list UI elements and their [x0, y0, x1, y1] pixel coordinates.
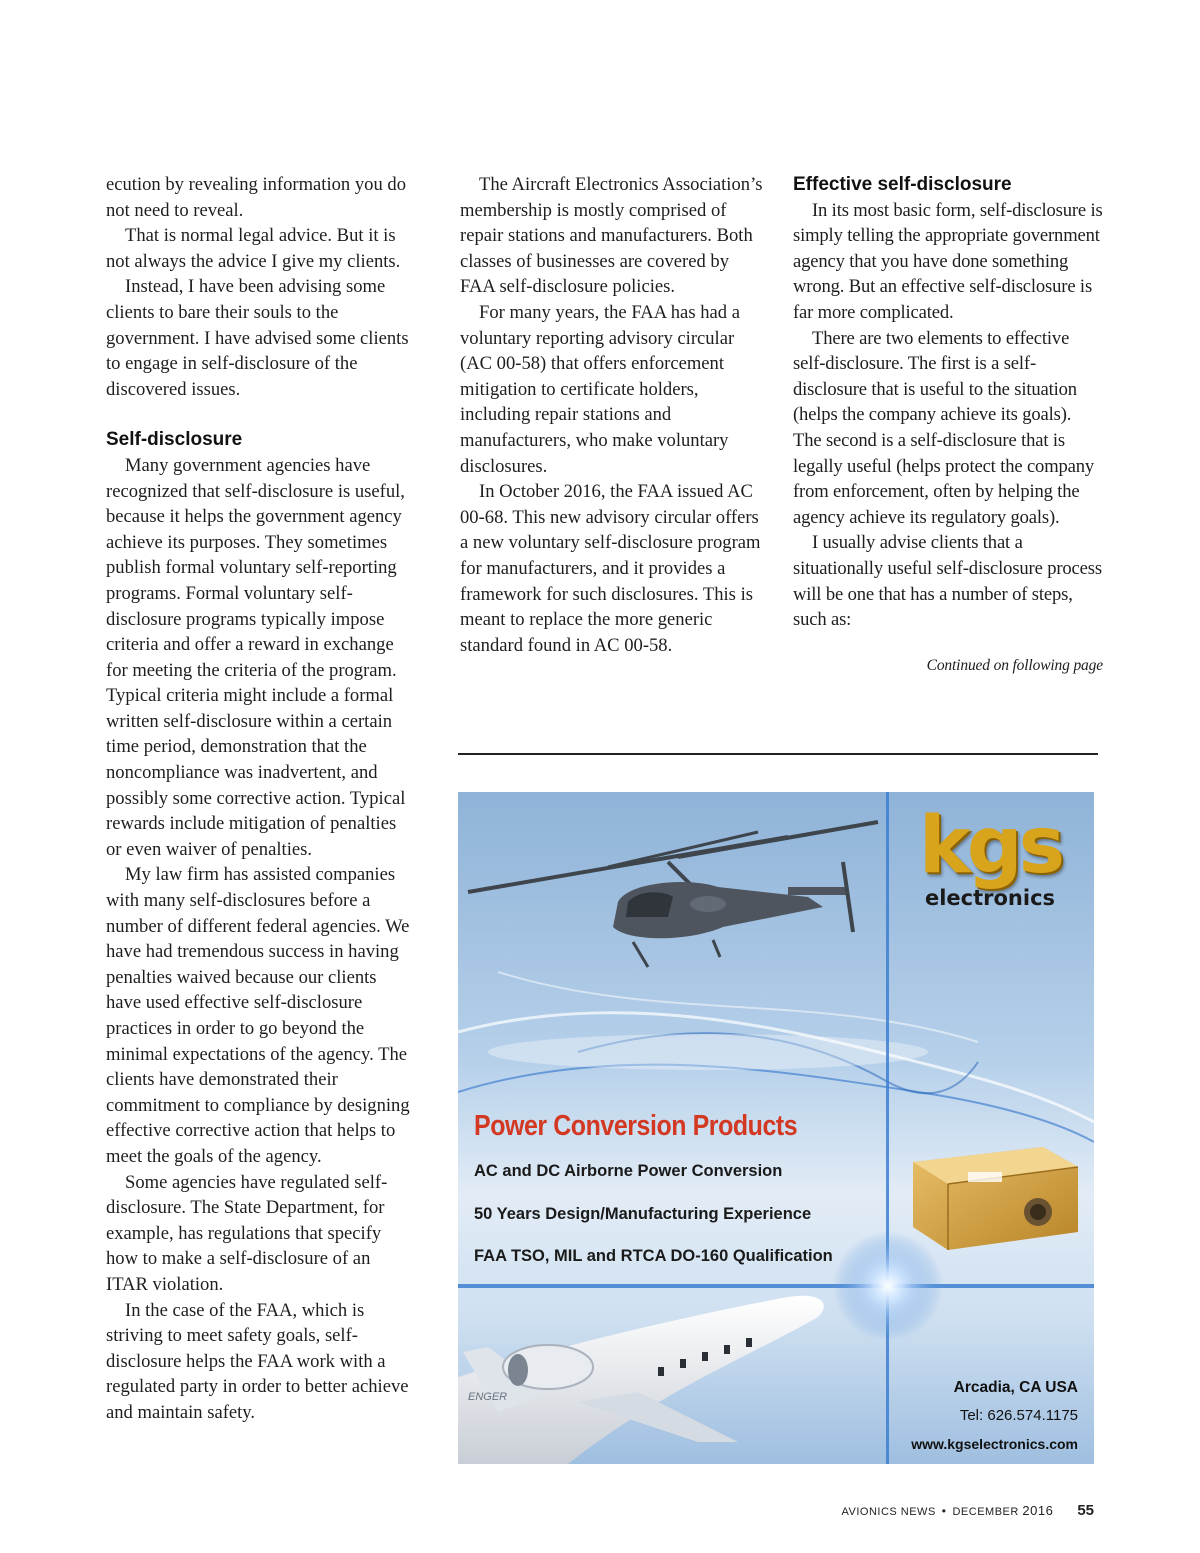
ad-feature-line: FAA TSO, MIL and RTCA DO-160 Qualification [474, 1247, 833, 1265]
paragraph: Many government agencies have recognized that self-disclosure is useful, because it helps the government agency achieve its purposes. They sometimes publish formal voluntary self-reporting programs. Formal voluntary self-disclosure programs typically impose criteria and offer a reward in exchange for meeting the criteria of the program. Typical criteria might include a formal written self-disclosure within a certain time period, demonstration that the noncompliance was inadvertent, and possibly some corrective action. Typical rewards include mitigation of penalties or even waiver of penalties. [106, 454, 406, 860]
paragraph: The Aircraft Electronics Association’s membership is mostly comprised of repair stations and manufacturers. Both classes of businesses are covered by FAA self-disclosure policies. [460, 174, 763, 298]
paragraph: In the case of the FAA, which is striving to meet safety goals, self-disclosure helps the FAA work with a regulated party in order to better achieve and maintain safety. [106, 1299, 409, 1423]
paragraph: Instead, I have been advising some clients to bare their souls to the government. I have advised some clients to engage in self-disclosure of the discovered issues. [106, 276, 409, 400]
paragraph: That is normal legal advice. But it is not always the advice I give my clients. [106, 225, 401, 272]
publication-name: AVIONICS NEWS [841, 1506, 936, 1518]
blue-vertical-line [886, 792, 889, 1464]
article-column-1 [106, 172, 416, 1426]
helicopter-image [468, 822, 878, 967]
section-heading-self-disclosure: Self-disclosure [106, 429, 243, 451]
divider-rule [458, 753, 1098, 755]
section-heading-effective-self-disclosure: Effective self-disclosure [793, 174, 1012, 195]
ad-feature-line: 50 Years Design/Manufacturing Experience [474, 1205, 812, 1223]
lens-flare [833, 1231, 943, 1341]
continued-note: Continued on following page [926, 656, 1103, 674]
logo-subtitle: electronics [924, 886, 1056, 910]
ad-feature-line: AC and DC Airborne Power Conversion [474, 1162, 783, 1180]
power-converter-image [913, 1147, 1078, 1250]
paragraph: Some agencies have regulated self-disclosure. The State Department, for example, has regulations that specify how to make a self-disclosure of an ITAR violation. [106, 1171, 388, 1295]
footer-bullet: • [941, 1504, 947, 1518]
ad-phone: Tel: 626.574.1175 [959, 1407, 1078, 1424]
paragraph: In October 2016, the FAA issued AC 00-68. This new advisory circular offers a new voluntary self-disclosure program for manufacturers, and it provides a framework for such disclosures. This is meant to replace the more generic standard found in AC 00-58. [460, 481, 761, 656]
business-jet-image [458, 1296, 824, 1464]
ad-location: Arcadia, CA USA [953, 1379, 1078, 1396]
issue-year: 2016 [1022, 1503, 1054, 1518]
kgs-logo [900, 801, 1080, 910]
paragraph: In its most basic form, self-disclosure is simply telling the appropriate government agency that you have done something wrong. But an effective self-disclosure is far more complicated. [793, 199, 1103, 323]
ad-headline: Power Conversion Products [474, 1110, 798, 1142]
paragraph: For many years, the FAA has had a voluntary reporting advisory circular (AC 00-58) that offers enforcement mitigation to certificate holders, including repair stations and manufacturers, who make voluntary disclosures. [460, 301, 740, 477]
paragraph: My law firm has assisted companies with many self-disclosures before a number of different federal agencies. We have had tremendous success in having penalties waived because our clients have used effective self-disclosure practices in order to go beyond the minimal expectations of the agency. The clients have demonstrated their commitment to compliance by designing effective corrective action that helps to meet the goals of the agency. [106, 864, 410, 1167]
page-footer [836, 1502, 1094, 1519]
paragraph: There are two elements to effective self-disclosure. The first is a self-disclosure that is useful to the situation (helps the company achieve its goals). The second is a self-disclosure that is legally useful (helps protect the company from enforcement, often by helping the agency achieve its regulatory goals). [793, 327, 1095, 528]
paragraph: ecution by revealing information you do not need to reveal. [106, 174, 407, 221]
jet-tail-text: ENGER [468, 1391, 508, 1403]
logo-wordmark: kgs [918, 801, 1062, 891]
blue-horizontal-line [458, 1284, 1094, 1288]
advertisement-kgs-electronics [458, 792, 1094, 1464]
article-column-3 [793, 172, 1103, 678]
paragraph: I usually advise clients that a situationally useful self-disclosure process will be one that has a number of steps, such as: [793, 532, 1102, 631]
ad-website[interactable]: www.kgselectronics.com [911, 1436, 1078, 1452]
page-number: 55 [1077, 1502, 1094, 1519]
article-column-2 [460, 172, 765, 658]
issue-month: DECEMBER [952, 1506, 1019, 1518]
